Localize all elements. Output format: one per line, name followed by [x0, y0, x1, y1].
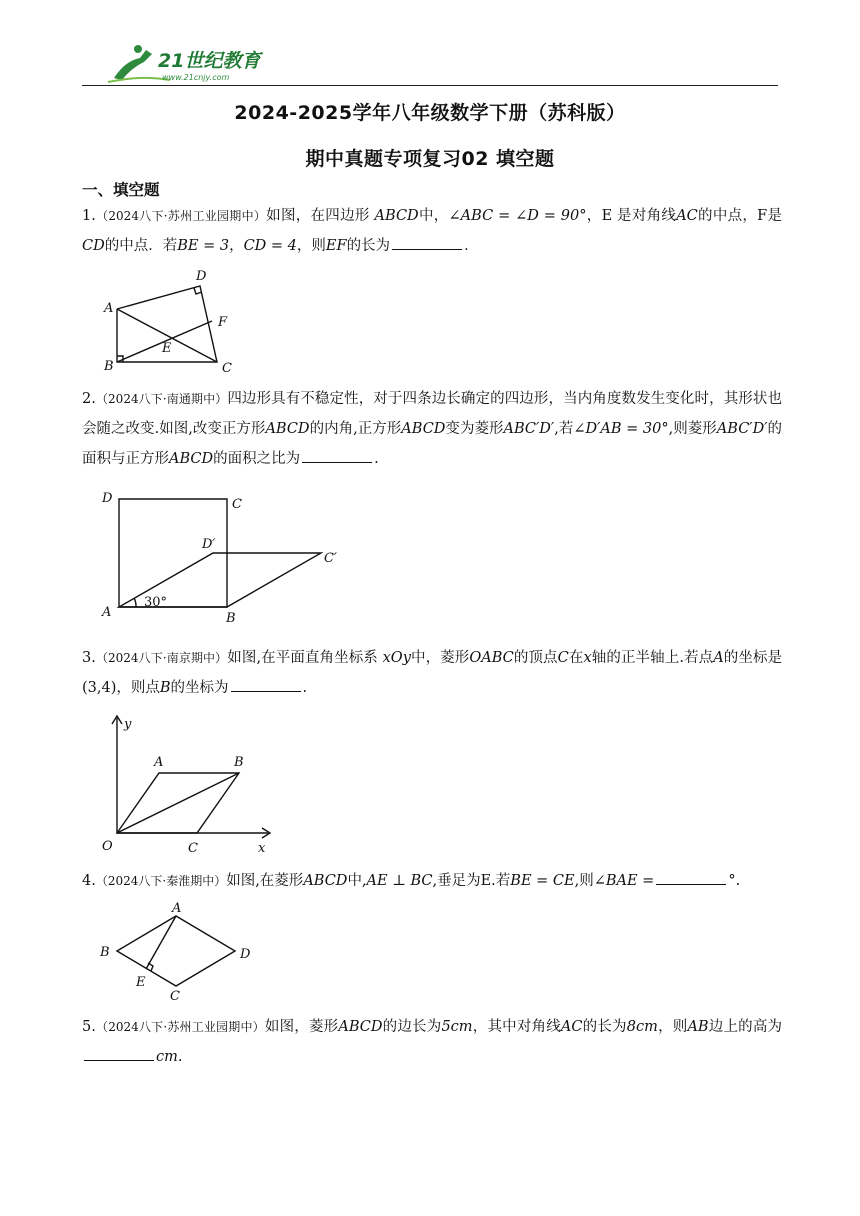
- svg-text:B: B: [100, 945, 110, 960]
- header-rule: [82, 85, 778, 86]
- answer-blank-1[interactable]: [392, 235, 462, 250]
- figure-1: [100, 264, 250, 376]
- answer-blank-2[interactable]: [302, 448, 372, 463]
- svg-text:E: E: [136, 975, 146, 990]
- section-heading: 一、填空题: [82, 181, 160, 199]
- question-3: 3.（2024八下·南京期中）如图,在平面直角坐标系 xOy中，菱形OABC的顶点C在x轴的正半轴上.若点A的坐标是(3,4)，则点B的坐标为 .: [82, 650, 783, 696]
- svg-text:y: y: [124, 717, 132, 732]
- svg-text:21世纪教育: 21世纪教育: [158, 50, 261, 72]
- svg-text:A: A: [172, 901, 182, 916]
- svg-text:D′: D′: [202, 537, 216, 552]
- svg-text:D: D: [240, 947, 251, 962]
- answer-blank-5[interactable]: [84, 1046, 154, 1061]
- logo-21cnjy: [100, 40, 275, 86]
- svg-text:A: A: [102, 605, 112, 620]
- answer-blank-3[interactable]: [231, 677, 301, 692]
- question-1: 1.（2024八下·苏州工业园期中）如图，在四边形 ABCD中，∠ABC = ∠D = 90°，E 是对角线AC的中点，F是CD的中点．若BE = 3，CD = 4，则EF的长为 ．: [82, 208, 783, 254]
- svg-text:C: C: [170, 989, 180, 1004]
- figure-2: [98, 486, 358, 626]
- document-title: 2024-2025学年八年级数学下册（苏科版）: [234, 102, 626, 124]
- svg-text:A: A: [154, 755, 164, 770]
- question-4: 4.（2024八下·秦淮期中）如图,在菱形ABCD中,AE ⊥ BC,垂足为E.若BE = CE,则∠BAE = °.: [82, 866, 782, 896]
- document-subtitle: 期中真题专项复习02 填空题: [305, 148, 555, 170]
- svg-text:O: O: [102, 839, 113, 854]
- figure-4: [98, 900, 268, 1006]
- svg-text:B: B: [104, 359, 114, 374]
- question-5: 5.（2024八下·苏州工业园期中）如图，菱形ABCD的边长为5cm，其中对角线AC的长为8cm，则AB边上的高为cm.: [82, 1019, 783, 1065]
- svg-text:x: x: [258, 841, 266, 856]
- svg-text:B: B: [226, 611, 236, 626]
- svg-text:A: A: [104, 301, 114, 316]
- svg-text:F: F: [218, 315, 228, 330]
- svg-text:C: C: [188, 841, 198, 856]
- svg-text:www.21cnjy.com: www.21cnjy.com: [162, 73, 230, 82]
- question-2: 2.（2024八下·南通期中）四边形具有不稳定性，对于四条边长确定的四边形，当内角度数发生变化时，其形状也会随之改变.如图,改变正方形ABCD的内角,正方形ABCD变为菱形ABC′D′,若∠D′AB = 30°,则菱形ABC′D′的面积与正方形ABCD的面积之比为 .: [82, 391, 783, 467]
- svg-text:C: C: [222, 361, 232, 376]
- svg-text:B: B: [234, 755, 244, 770]
- svg-text:C′: C′: [324, 551, 337, 566]
- answer-blank-4[interactable]: [656, 870, 726, 885]
- svg-text:C: C: [232, 497, 242, 512]
- svg-text:E: E: [162, 341, 172, 356]
- svg-text:D: D: [102, 491, 113, 506]
- svg-text:30°: 30°: [144, 595, 168, 610]
- figure-3: [98, 710, 278, 858]
- svg-text:D: D: [196, 269, 207, 284]
